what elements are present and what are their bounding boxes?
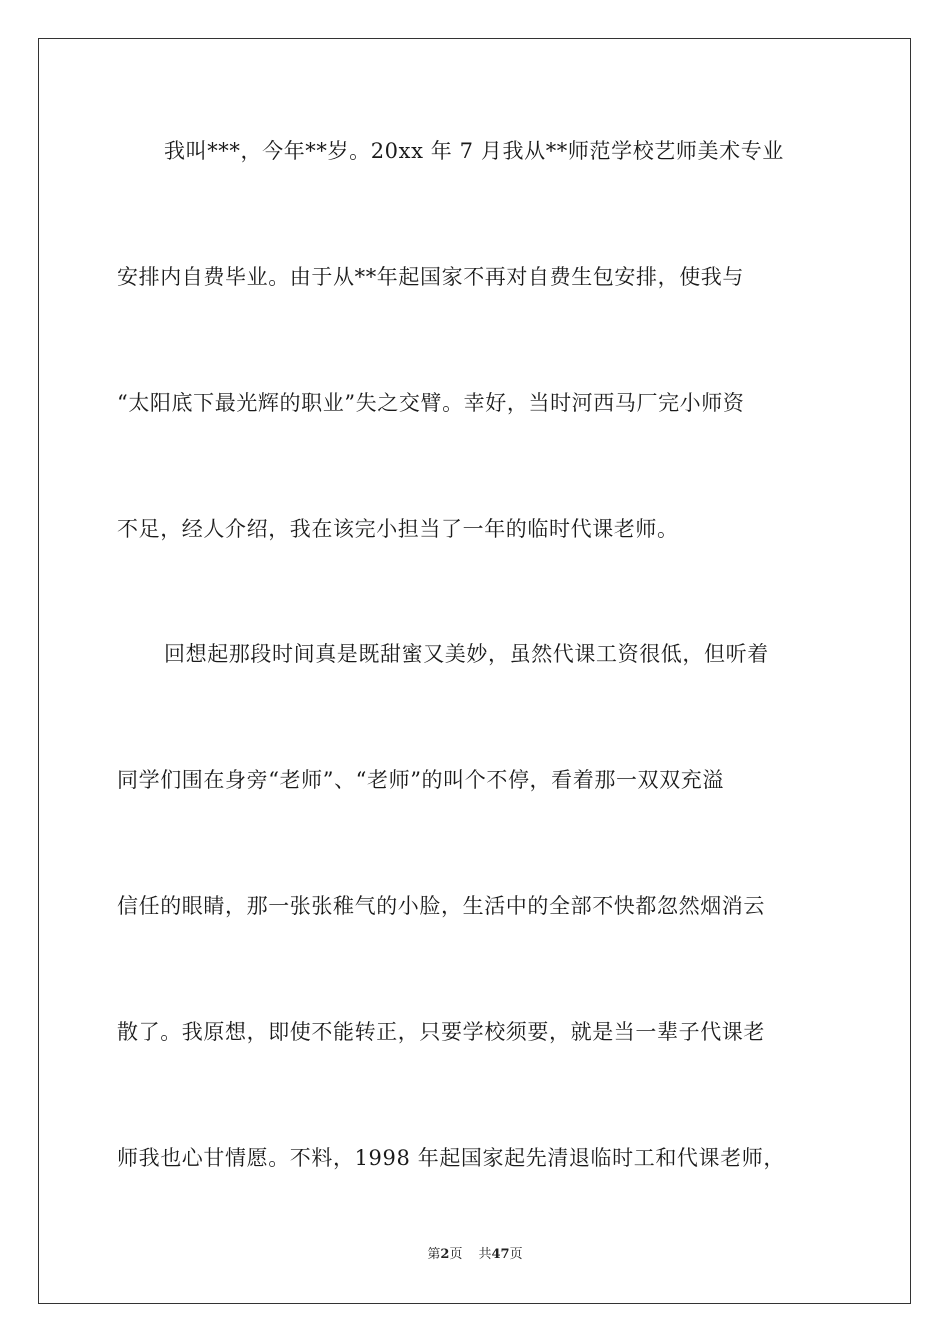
paragraph-1-line-1: 我叫***，今年**岁。20xx 年 7 月我从**师范学校艺师美术专业 xyxy=(164,139,784,163)
page-footer xyxy=(0,1247,950,1263)
paragraph-1-line-2: 安排内自费毕业。由于从**年起国家不再对自费生包安排，使我与 xyxy=(117,265,744,289)
total-prefix: 共 xyxy=(478,1247,492,1262)
page-border xyxy=(38,38,911,1304)
paragraph-2-line-5: 师我也心甘情愿。不料，1998 年起国家起先清退临时工和代课老师， xyxy=(117,1146,785,1170)
page-suffix: 页 xyxy=(449,1247,463,1262)
current-page-number: 2 xyxy=(440,1247,450,1262)
total-suffix: 页 xyxy=(509,1247,523,1262)
page-prefix: 第 xyxy=(427,1247,441,1262)
paragraph-2-line-4: 散了。我原想，即使不能转正，只要学校须要，就是当一辈子代课老 xyxy=(117,1020,765,1044)
total-pages-number: 47 xyxy=(491,1247,510,1262)
paragraph-2-line-3: 信任的眼睛，那一张张稚气的小脸，生活中的全部不快都忽然烟消云 xyxy=(117,894,765,918)
paragraph-2-line-2: 同学们围在身旁“老师”、“老师”的叫个不停，看着那一双双充溢 xyxy=(117,768,724,792)
paragraph-2-line-1: 回想起那段时间真是既甜蜜又美妙，虽然代课工资很低，但听着 xyxy=(164,642,769,666)
paragraph-1-line-4: 不足，经人介绍，我在该完小担当了一年的临时代课老师。 xyxy=(117,517,679,541)
paragraph-1-line-3: “太阳底下最光辉的职业”失之交臂。幸好，当时河西马厂完小师资 xyxy=(117,391,745,415)
